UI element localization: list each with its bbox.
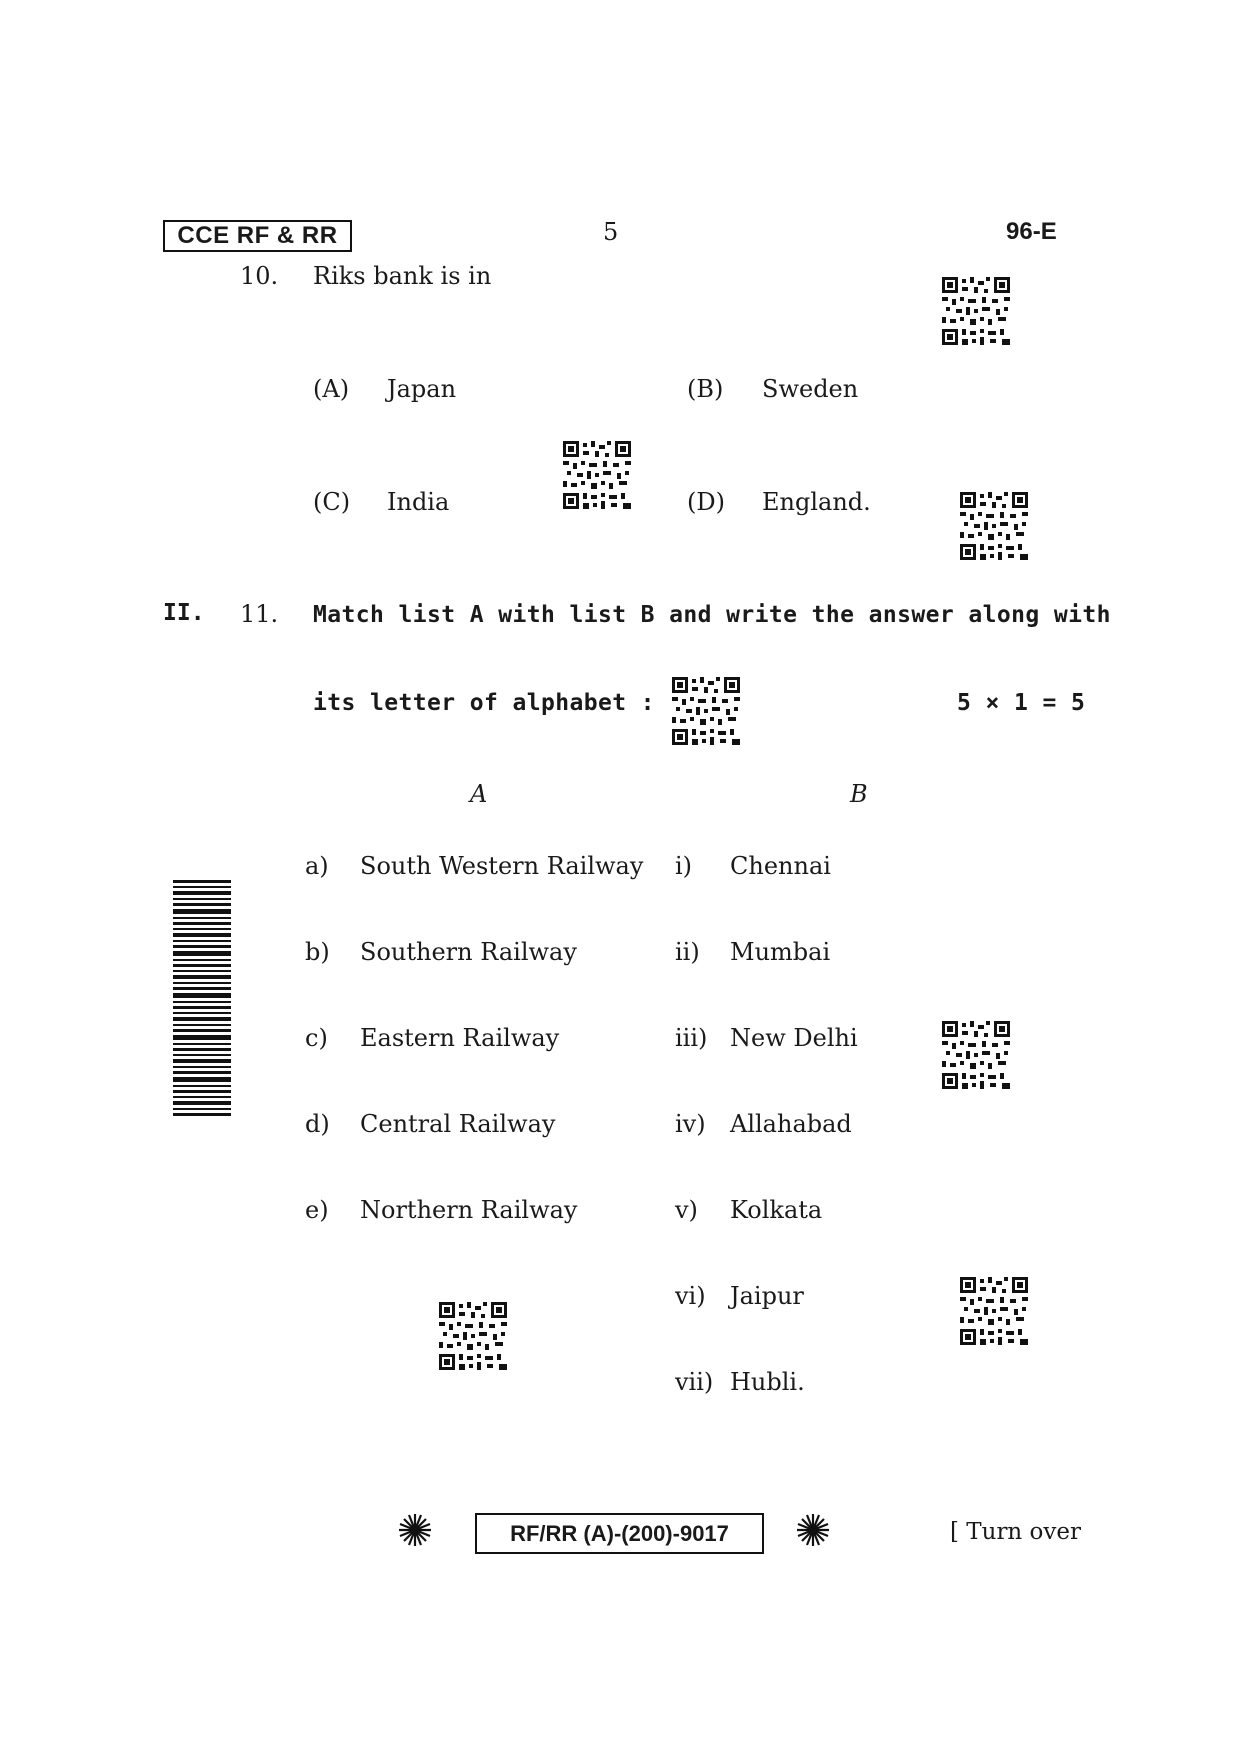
q10-option-c-label: (C) — [313, 488, 351, 516]
qr-code-icon — [563, 441, 631, 509]
section-label: II. — [163, 600, 205, 626]
q10-option-a-text: Japan — [387, 375, 457, 403]
list-b-label: vii) — [675, 1368, 714, 1396]
q10-question: Riks bank is in — [313, 262, 492, 290]
q11-instruction-line2: its letter of alphabet : — [313, 690, 655, 716]
list-b-item: New Delhi — [730, 1024, 858, 1052]
q11-instruction-line1: Match list A with list B and write the answer along with — [313, 602, 1111, 628]
footer-code-box: RF/RR (A)-(200)-9017 — [475, 1513, 764, 1554]
list-b-item: Chennai — [730, 852, 831, 880]
list-a-label: b) — [305, 938, 330, 966]
q11-marks: 5 × 1 = 5 — [957, 690, 1086, 716]
q10-option-d-label: (D) — [687, 488, 725, 516]
list-a-item: Northern Railway — [360, 1196, 578, 1224]
list-b-label: vi) — [675, 1282, 706, 1310]
qr-code-icon — [672, 677, 740, 745]
barcode-icon — [173, 880, 231, 1116]
q10-option-b-text: Sweden — [762, 375, 859, 403]
list-b-label: ii) — [675, 938, 700, 966]
list-b-label: iv) — [675, 1110, 706, 1138]
qr-code-icon — [439, 1302, 507, 1370]
list-b-item: Hubli. — [730, 1368, 805, 1396]
list-b-item: Jaipur — [730, 1282, 804, 1310]
list-a-item: South Western Railway — [360, 852, 644, 880]
q10-option-d-text: England. — [762, 488, 871, 516]
list-b-item: Allahabad — [730, 1110, 852, 1138]
asterisk-ornament-icon — [398, 1513, 432, 1547]
q10-option-b-label: (B) — [687, 375, 724, 403]
q11-number: 11. — [240, 600, 279, 628]
q10-option-a-label: (A) — [313, 375, 350, 403]
list-a-item: Eastern Railway — [360, 1024, 560, 1052]
qr-code-icon — [960, 492, 1028, 560]
list-a-label: d) — [305, 1110, 330, 1138]
list-a-heading: A — [470, 780, 488, 808]
list-a-item: Central Railway — [360, 1110, 556, 1138]
q10-option-c-text: India — [387, 488, 450, 516]
list-b-label: iii) — [675, 1024, 708, 1052]
list-b-item: Mumbai — [730, 938, 831, 966]
list-b-label: i) — [675, 852, 693, 880]
list-b-item: Kolkata — [730, 1196, 823, 1224]
list-b-label: v) — [675, 1196, 698, 1224]
qr-code-icon — [942, 277, 1010, 345]
list-b-heading: B — [850, 780, 868, 808]
page-number: 5 — [603, 218, 619, 246]
turn-over-note: [ Turn over — [950, 1519, 1082, 1545]
list-a-label: a) — [305, 852, 329, 880]
qr-code-icon — [942, 1021, 1010, 1089]
qr-code-icon — [960, 1277, 1028, 1345]
header-subject-box: CCE RF & RR — [163, 220, 352, 252]
q10-number: 10. — [240, 262, 279, 290]
list-a-item: Southern Railway — [360, 938, 577, 966]
asterisk-ornament-icon — [796, 1513, 830, 1547]
list-a-label: e) — [305, 1196, 329, 1224]
list-a-label: c) — [305, 1024, 328, 1052]
paper-code: 96-E — [1006, 218, 1057, 245]
